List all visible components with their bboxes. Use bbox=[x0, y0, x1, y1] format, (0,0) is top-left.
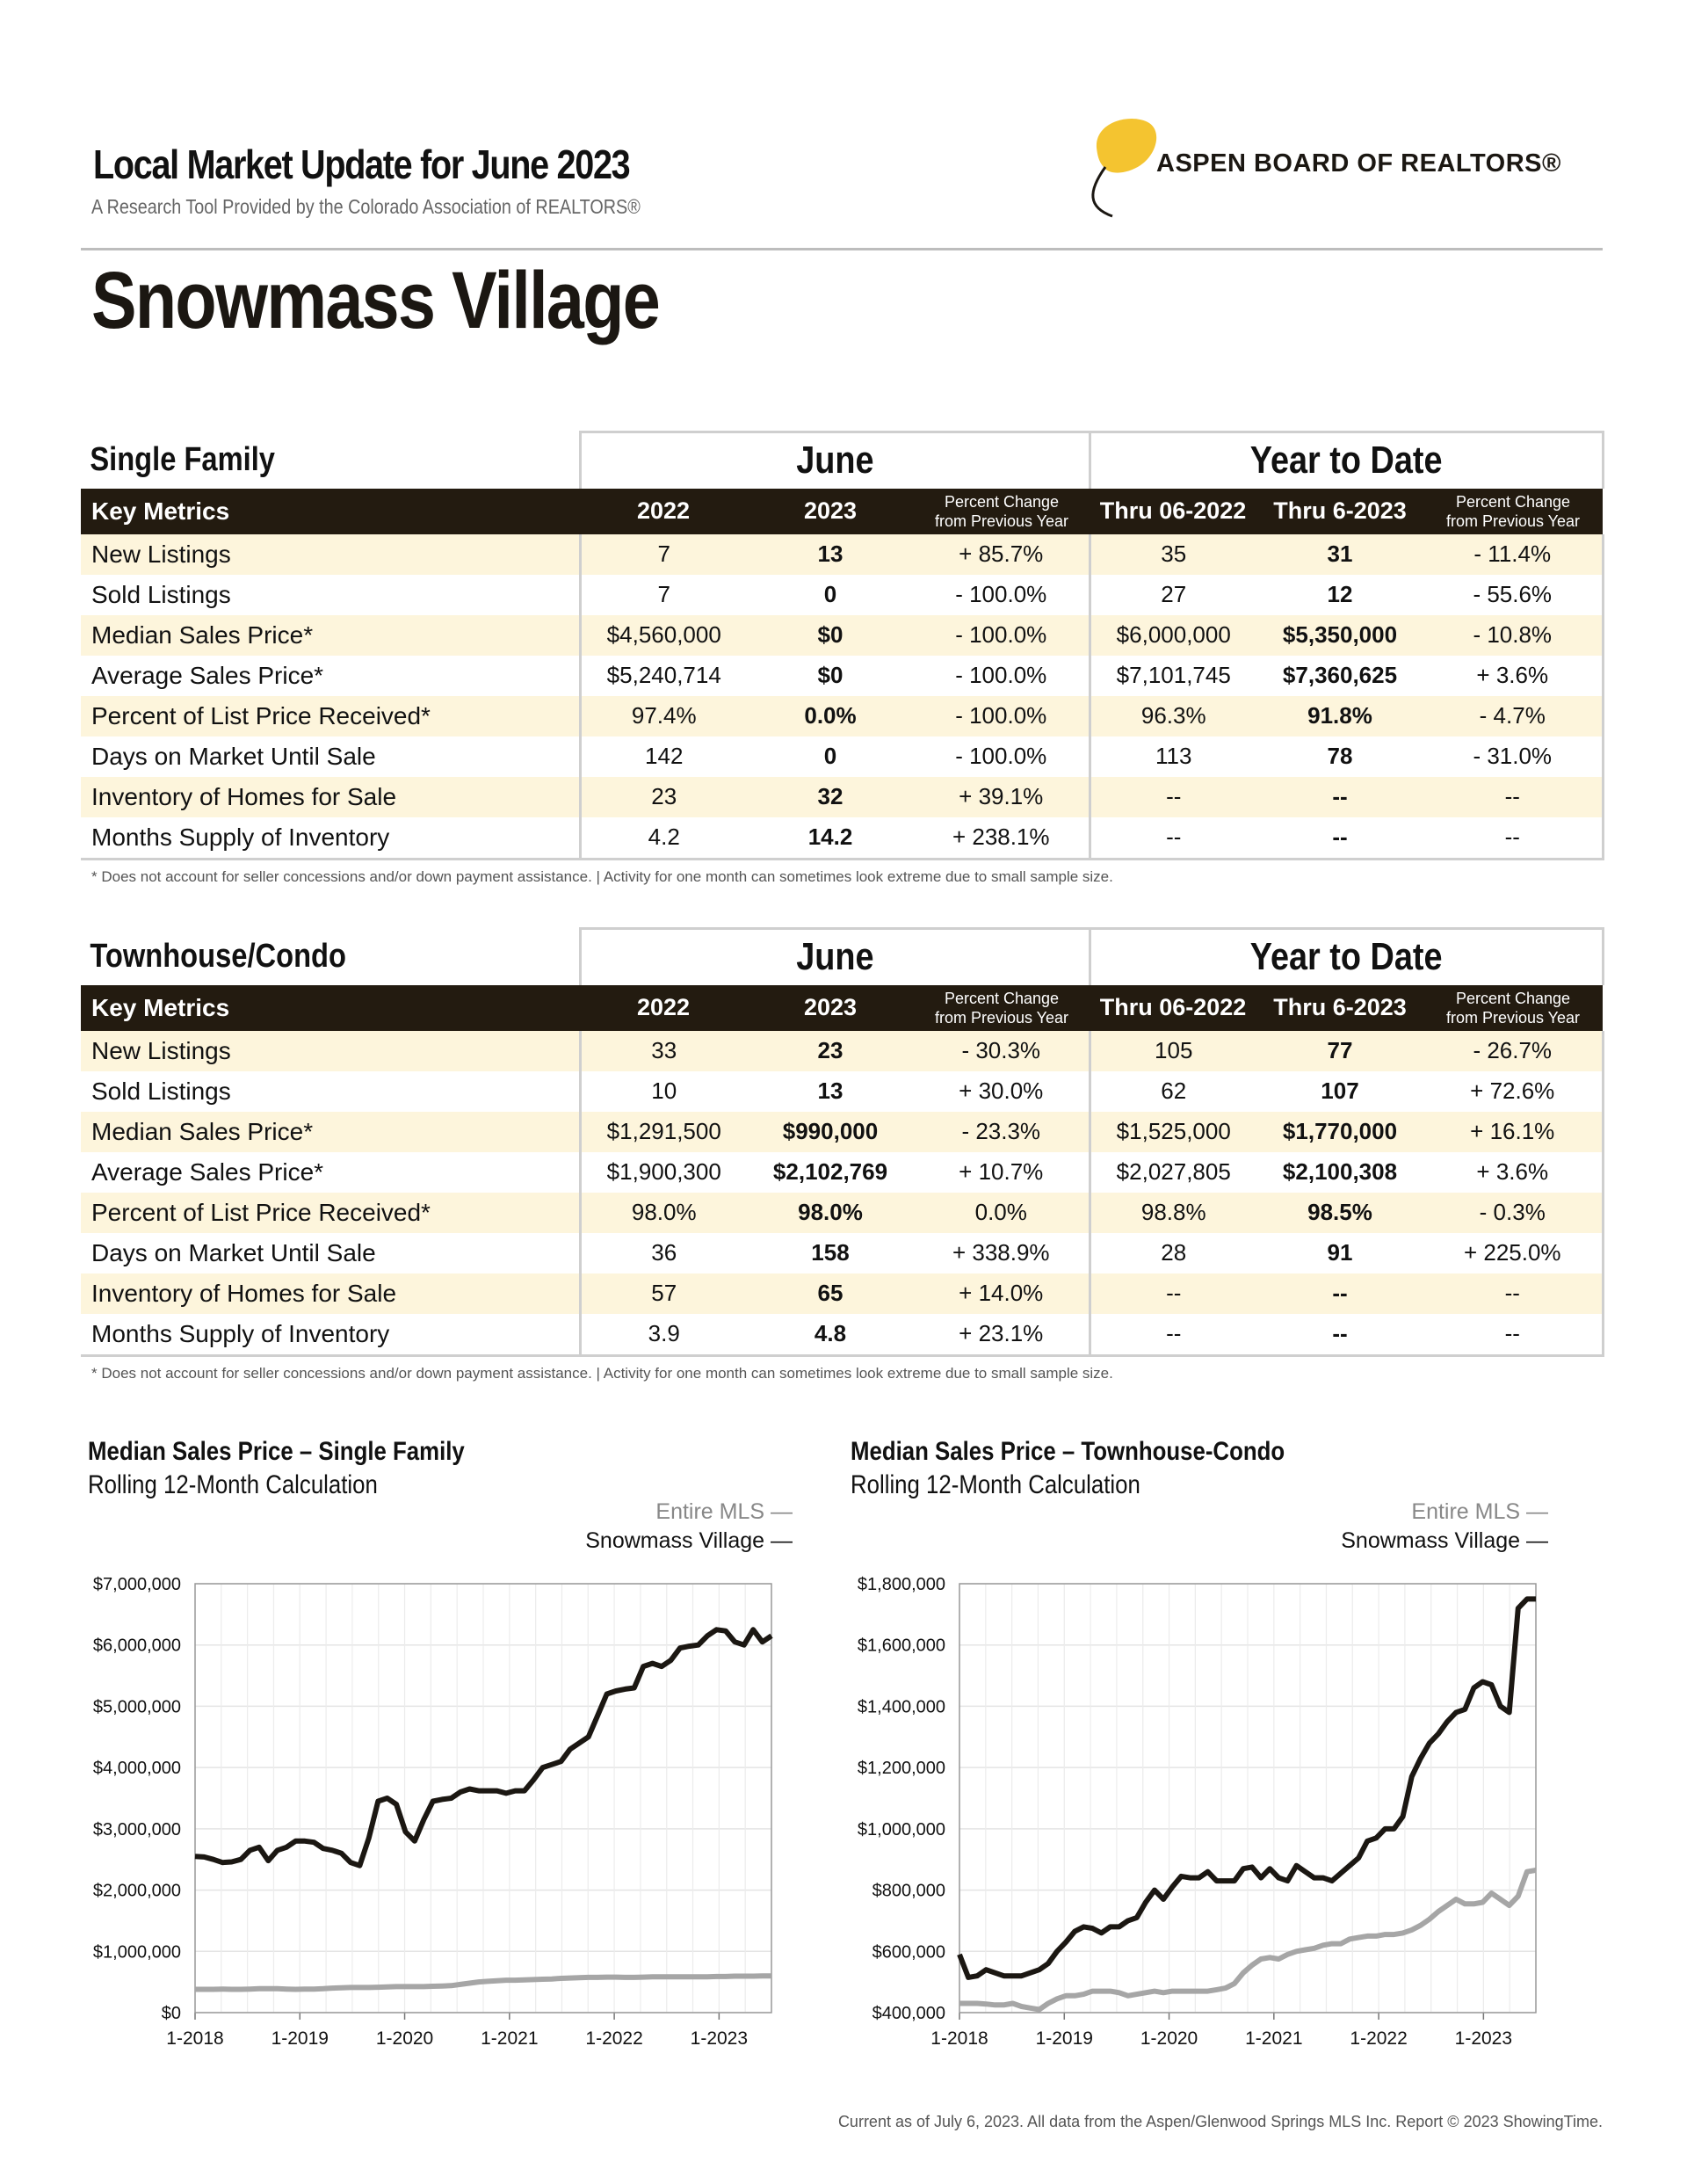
metric-label: Months Supply of Inventory bbox=[81, 1314, 580, 1356]
x-tick-label: 1-2018 bbox=[930, 2028, 988, 2049]
metric-value: + 30.0% bbox=[914, 1071, 1090, 1112]
metric-value: $2,027,805 bbox=[1090, 1152, 1256, 1193]
metric-value: 105 bbox=[1090, 1031, 1256, 1071]
metric-value: - 0.3% bbox=[1423, 1193, 1603, 1233]
column-header: Percent Change from Previous Year bbox=[914, 985, 1090, 1031]
metric-value: - 11.4% bbox=[1423, 534, 1603, 575]
group-header-month: June bbox=[580, 432, 1090, 489]
metric-value: 23 bbox=[747, 1031, 914, 1071]
metric-value: 4.2 bbox=[580, 817, 747, 860]
y-tick-label: $1,200,000 bbox=[857, 1759, 945, 1779]
metric-value: 91 bbox=[1256, 1233, 1423, 1273]
column-header: Thru 6-2023 bbox=[1256, 489, 1423, 534]
metric-value: 77 bbox=[1256, 1031, 1423, 1071]
metric-value: 31 bbox=[1256, 534, 1423, 575]
legend-snowmass-village: Snowmass Village — bbox=[585, 1528, 793, 1553]
metric-value: 142 bbox=[580, 736, 747, 777]
table-footnote: * Does not account for seller concessions and/or down payment assistance. | Activity for one month can sometimes look extreme due to small sample size. bbox=[91, 1365, 1113, 1382]
metric-value: $0 bbox=[747, 656, 914, 696]
metric-value: 113 bbox=[1090, 736, 1256, 777]
metric-value: $2,102,769 bbox=[747, 1152, 914, 1193]
metric-value: $7,101,745 bbox=[1090, 656, 1256, 696]
metric-value: 35 bbox=[1090, 534, 1256, 575]
y-tick-label: $400,000 bbox=[872, 2004, 945, 2023]
chart-title: Median Sales Price – Single Family bbox=[88, 1437, 465, 1466]
metric-label: Sold Listings bbox=[81, 575, 580, 615]
metric-value: - 100.0% bbox=[914, 696, 1090, 736]
metric-value: - 100.0% bbox=[914, 575, 1090, 615]
metric-value: 91.8% bbox=[1256, 696, 1423, 736]
metric-value: 97.4% bbox=[580, 696, 747, 736]
metric-value: 107 bbox=[1256, 1071, 1423, 1112]
metric-value: + 23.1% bbox=[914, 1314, 1090, 1356]
chart-legend bbox=[1248, 1499, 1548, 1554]
y-tick-label: $600,000 bbox=[872, 1942, 945, 1963]
page-title: Local Market Update for June 2023 bbox=[93, 141, 630, 187]
metric-value: -- bbox=[1256, 817, 1423, 860]
metric-value: $5,350,000 bbox=[1256, 615, 1423, 656]
metric-label: Sold Listings bbox=[81, 1071, 580, 1112]
metric-value: + 3.6% bbox=[1423, 656, 1603, 696]
section-label: Single Family bbox=[90, 441, 275, 478]
metric-label: Inventory of Homes for Sale bbox=[81, 1273, 580, 1314]
metric-value: -- bbox=[1256, 1314, 1423, 1356]
metric-value: - 55.6% bbox=[1423, 575, 1603, 615]
y-tick-label: $1,400,000 bbox=[857, 1697, 945, 1717]
metric-value: - 30.3% bbox=[914, 1031, 1090, 1071]
metric-label: Days on Market Until Sale bbox=[81, 1233, 580, 1273]
metric-value: -- bbox=[1090, 1314, 1256, 1356]
metric-value: 0.0% bbox=[747, 696, 914, 736]
metric-value: + 16.1% bbox=[1423, 1112, 1603, 1152]
metric-value: 7 bbox=[580, 534, 747, 575]
metric-value: - 100.0% bbox=[914, 736, 1090, 777]
metric-value: 96.3% bbox=[1090, 696, 1256, 736]
metric-value: $4,560,000 bbox=[580, 615, 747, 656]
metric-value: 98.8% bbox=[1090, 1193, 1256, 1233]
metric-value: 23 bbox=[580, 777, 747, 817]
chart-subtitle: Rolling 12-Month Calculation bbox=[88, 1470, 378, 1499]
metric-value: -- bbox=[1423, 1273, 1603, 1314]
y-tick-label: $6,000,000 bbox=[92, 1636, 181, 1656]
metric-value: -- bbox=[1090, 1273, 1256, 1314]
metric-value: - 31.0% bbox=[1423, 736, 1603, 777]
metric-value: $1,770,000 bbox=[1256, 1112, 1423, 1152]
x-tick-label: 1-2020 bbox=[375, 2028, 434, 2049]
metric-value: + 238.1% bbox=[914, 817, 1090, 860]
table-footnote: * Does not account for seller concessions and/or down payment assistance. | Activity for one month can sometimes look extreme due to small sample size. bbox=[91, 868, 1113, 885]
metric-value: -- bbox=[1256, 1273, 1423, 1314]
x-tick-label: 1-2019 bbox=[271, 2028, 329, 2049]
y-tick-label: $800,000 bbox=[872, 1881, 945, 1901]
metric-value: -- bbox=[1423, 817, 1603, 860]
x-tick-label: 1-2022 bbox=[585, 2028, 643, 2049]
column-header: Thru 6-2023 bbox=[1256, 985, 1423, 1031]
section-label: Townhouse/Condo bbox=[90, 938, 346, 975]
y-tick-label: $3,000,000 bbox=[92, 1819, 181, 1839]
legend-snowmass-village: Snowmass Village — bbox=[1341, 1528, 1548, 1553]
x-tick-label: 1-2018 bbox=[166, 2028, 224, 2049]
column-header: 2022 bbox=[580, 489, 747, 534]
metric-value: - 4.7% bbox=[1423, 696, 1603, 736]
metric-value: + 85.7% bbox=[914, 534, 1090, 575]
metric-value: 78 bbox=[1256, 736, 1423, 777]
metric-label: Days on Market Until Sale bbox=[81, 736, 580, 777]
metric-value: 98.0% bbox=[747, 1193, 914, 1233]
column-header: Key Metrics bbox=[81, 489, 580, 534]
group-header-month: June bbox=[580, 929, 1090, 985]
metric-label: Percent of List Price Received* bbox=[81, 696, 580, 736]
column-header: Percent Change from Previous Year bbox=[1423, 985, 1603, 1031]
y-tick-label: $1,000,000 bbox=[857, 1819, 945, 1839]
metric-value: -- bbox=[1423, 777, 1603, 817]
metric-value: $0 bbox=[747, 615, 914, 656]
metric-value: - 100.0% bbox=[914, 656, 1090, 696]
metric-value: 4.8 bbox=[747, 1314, 914, 1356]
chart-title: Median Sales Price – Townhouse-Condo bbox=[851, 1437, 1285, 1466]
column-header: Thru 06-2022 bbox=[1090, 985, 1256, 1031]
column-header: Percent Change from Previous Year bbox=[1423, 489, 1603, 534]
x-tick-label: 1-2020 bbox=[1140, 2028, 1198, 2049]
x-tick-label: 1-2019 bbox=[1035, 2028, 1093, 2049]
column-header: 2023 bbox=[747, 489, 914, 534]
y-tick-label: $7,000,000 bbox=[92, 1575, 181, 1594]
logo-text: ASPEN BOARD OF REALTORS® bbox=[1156, 149, 1561, 178]
metric-value: 98.0% bbox=[580, 1193, 747, 1233]
metric-value: $5,240,714 bbox=[580, 656, 747, 696]
area-title: Snowmass Village bbox=[91, 256, 660, 345]
legend-entire-mls: Entire MLS — bbox=[655, 1499, 793, 1524]
footer-note: Current as of July 6, 2023. All data from the Aspen/Glenwood Springs MLS Inc. Report © 2023 ShowingTime. bbox=[837, 2113, 1603, 2130]
legend-entire-mls: Entire MLS — bbox=[1411, 1499, 1548, 1524]
metric-label: Average Sales Price* bbox=[81, 1152, 580, 1193]
group-header-ytd: Year to Date bbox=[1090, 929, 1603, 985]
metric-value: 27 bbox=[1090, 575, 1256, 615]
metric-value: + 72.6% bbox=[1423, 1071, 1603, 1112]
metric-value: 57 bbox=[580, 1273, 747, 1314]
metric-value: 32 bbox=[747, 777, 914, 817]
metric-value: + 39.1% bbox=[914, 777, 1090, 817]
metric-value: + 338.9% bbox=[914, 1233, 1090, 1273]
metric-value: $1,525,000 bbox=[1090, 1112, 1256, 1152]
metric-value: + 14.0% bbox=[914, 1273, 1090, 1314]
metric-value: 3.9 bbox=[580, 1314, 747, 1356]
x-tick-label: 1-2023 bbox=[690, 2028, 749, 2049]
y-tick-label: $0 bbox=[161, 2004, 181, 2023]
metric-value: $7,360,625 bbox=[1256, 656, 1423, 696]
metric-value: $1,900,300 bbox=[580, 1152, 747, 1193]
y-tick-label: $5,000,000 bbox=[92, 1697, 181, 1717]
y-tick-label: $1,600,000 bbox=[857, 1636, 945, 1656]
metric-value: 0 bbox=[747, 736, 914, 777]
metric-value: 13 bbox=[747, 1071, 914, 1112]
metric-label: Median Sales Price* bbox=[81, 1112, 580, 1152]
metric-label: Months Supply of Inventory bbox=[81, 817, 580, 860]
chart-subtitle: Rolling 12-Month Calculation bbox=[851, 1470, 1140, 1499]
metric-value: 0 bbox=[747, 575, 914, 615]
metric-value: -- bbox=[1090, 817, 1256, 860]
x-tick-label: 1-2022 bbox=[1350, 2028, 1408, 2049]
metric-value: -- bbox=[1423, 1314, 1603, 1356]
y-tick-label: $1,000,000 bbox=[92, 1942, 181, 1963]
metric-value: + 225.0% bbox=[1423, 1233, 1603, 1273]
metric-label: New Listings bbox=[81, 1031, 580, 1071]
metric-label: Percent of List Price Received* bbox=[81, 1193, 580, 1233]
x-tick-label: 1-2021 bbox=[481, 2028, 539, 2049]
metric-label: Median Sales Price* bbox=[81, 615, 580, 656]
metric-value: 13 bbox=[747, 534, 914, 575]
metric-value: - 23.3% bbox=[914, 1112, 1090, 1152]
page-subtitle: A Research Tool Provided by the Colorado Association of REALTORS® bbox=[91, 195, 641, 218]
metric-label: Inventory of Homes for Sale bbox=[81, 777, 580, 817]
metric-value: + 3.6% bbox=[1423, 1152, 1603, 1193]
y-tick-label: $1,800,000 bbox=[857, 1575, 945, 1594]
metric-value: 7 bbox=[580, 575, 747, 615]
metric-value: 33 bbox=[580, 1031, 747, 1071]
metric-value: - 100.0% bbox=[914, 615, 1090, 656]
metric-label: Average Sales Price* bbox=[81, 656, 580, 696]
column-header: 2023 bbox=[747, 985, 914, 1031]
y-tick-label: $4,000,000 bbox=[92, 1759, 181, 1779]
metric-value: 62 bbox=[1090, 1071, 1256, 1112]
x-tick-label: 1-2021 bbox=[1245, 2028, 1303, 2049]
metric-value: 14.2 bbox=[747, 817, 914, 860]
metric-value: -- bbox=[1256, 777, 1423, 817]
metric-value: 65 bbox=[747, 1273, 914, 1314]
metric-value: $6,000,000 bbox=[1090, 615, 1256, 656]
metric-value: $1,291,500 bbox=[580, 1112, 747, 1152]
metric-value: 158 bbox=[747, 1233, 914, 1273]
metric-value: 0.0% bbox=[914, 1193, 1090, 1233]
metric-value: + 10.7% bbox=[914, 1152, 1090, 1193]
metric-value: - 26.7% bbox=[1423, 1031, 1603, 1071]
metric-value: -- bbox=[1090, 777, 1256, 817]
metric-value: - 10.8% bbox=[1423, 615, 1603, 656]
y-tick-label: $2,000,000 bbox=[92, 1881, 181, 1901]
metric-label: New Listings bbox=[81, 534, 580, 575]
metric-value: $2,100,308 bbox=[1256, 1152, 1423, 1193]
x-tick-label: 1-2023 bbox=[1454, 2028, 1513, 2049]
metric-value: 28 bbox=[1090, 1233, 1256, 1273]
column-header: Percent Change from Previous Year bbox=[914, 489, 1090, 534]
metric-value: $990,000 bbox=[747, 1112, 914, 1152]
column-header: 2022 bbox=[580, 985, 747, 1031]
metric-value: 10 bbox=[580, 1071, 747, 1112]
metric-value: 12 bbox=[1256, 575, 1423, 615]
group-header-ytd: Year to Date bbox=[1090, 432, 1603, 489]
column-header: Key Metrics bbox=[81, 985, 580, 1031]
column-header: Thru 06-2022 bbox=[1090, 489, 1256, 534]
metric-value: 36 bbox=[580, 1233, 747, 1273]
metric-value: 98.5% bbox=[1256, 1193, 1423, 1233]
